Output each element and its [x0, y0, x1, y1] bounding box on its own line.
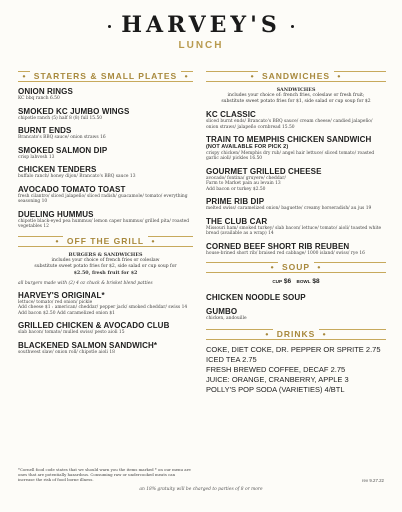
- menu-item-availability: (NOT AVAILABLE FOR PICK 2): [206, 144, 289, 150]
- drink-item: FRESH BREWED COFFEE, DECAF 2.75: [206, 364, 346, 374]
- menu-item-description: slab bacon/ tomato/ mulled swiss/ pesto aioli 15: [18, 330, 125, 335]
- sandwich-list: [206, 110, 386, 256]
- brand-name: HARVEY'S: [121, 12, 281, 38]
- menu-item: [206, 242, 386, 257]
- starters-title: STARTERS & SMALL PLATES: [30, 71, 181, 81]
- menu-item: [18, 165, 193, 180]
- soup-list: [206, 293, 386, 322]
- left-column: [18, 70, 193, 360]
- sandwich-note-line: substitute sweet potato fries for $1, side salad or cup soup for $2: [221, 99, 371, 104]
- soup-prices: [206, 278, 386, 285]
- menu-item: [206, 135, 386, 162]
- drink-list: [206, 345, 386, 395]
- menu-item-name: GUMBO: [206, 307, 238, 316]
- gratuity-note: an 18% gratuity will be charged to parties of 8 or more: [139, 487, 263, 492]
- soup-title: SOUP: [278, 262, 314, 272]
- food-safety-disclaimer: *Cornell food code states that we should warn you the items marked * on our menu are ones that are potentially hazardous. Consuming raw or undercooked meats can increase the risk of food borne illness.: [18, 467, 191, 482]
- bowl-price: $8: [312, 278, 320, 285]
- grill-header: • OFF THE GRILL •: [18, 235, 193, 248]
- grill-title: OFF THE GRILL: [63, 236, 148, 246]
- cup-price: $6: [283, 278, 292, 285]
- menu-item-description: Brancato's BBQ sauce/ onion straws 16: [18, 135, 106, 140]
- menu-item-name: HARVEY'S ORIGINAL*: [18, 290, 105, 300]
- menu-item-name: BURNT ENDS: [18, 126, 72, 135]
- sandwich-note: [206, 87, 386, 105]
- menu-item: [18, 87, 193, 102]
- menu-item: [206, 293, 386, 302]
- menu-item-description: chipotle ranch (5) half 8 (8) full 15.50: [18, 115, 103, 121]
- menu-item: [206, 167, 386, 193]
- logo-dot-left: [108, 25, 111, 28]
- menu-item-description: crisp lahvosh 13: [18, 154, 55, 160]
- menu-item-description: KC bbq ranch 6.50: [18, 96, 60, 101]
- menu-item: [18, 126, 193, 141]
- cup-label: CUP: [272, 279, 283, 284]
- burger-note: all burgers made with (2) 4 oz chuck & brisket blend patties: [18, 280, 153, 286]
- menu-subtitle: LUNCH: [178, 40, 224, 51]
- drink-item: ICED TEA 2.75: [206, 354, 257, 364]
- menu-item: [18, 341, 193, 356]
- logo: [0, 12, 402, 51]
- menu-item: [18, 321, 193, 336]
- menu-item-description: melted swiss/ caramelized onion/ baguette/ creamy horseradish/ au jus 19: [206, 206, 372, 211]
- revision-date: rev 9.27.22: [362, 478, 384, 483]
- menu-item-name: BLACKENED SALMON SANDWICH*: [18, 340, 158, 350]
- menu-item-description: chipotle black-eyed pea hummus/ lemon caper hummus/ grilled pita/ roasted vegetables 12: [18, 218, 190, 229]
- sandwiches-title: SANDWICHES: [258, 71, 334, 81]
- grill-note: [18, 252, 193, 276]
- drink-item: JUICE: ORANGE, CRANBERRY, APPLE 3: [206, 374, 349, 384]
- grill-note-line: includes your choice of french fries or coleslaw: [51, 257, 160, 263]
- sandwiches-header: • SANDWICHES •: [206, 70, 386, 83]
- menu-item-name: CHICKEN NOODLE SOUP: [206, 293, 306, 302]
- menu-item-description: southwest slaw/ onion roll/ chipotle aioli 18: [18, 349, 115, 355]
- menu-item: [18, 210, 193, 230]
- grill-list: [18, 291, 193, 356]
- menu-item-description: chicken, andouille: [206, 316, 247, 321]
- menu-item-description: crispy chicken/ Memphis dry rub/ angel hair lettuce/ sliced tomato/ roasted garlic aioli/ pickles 16.50: [206, 150, 375, 161]
- menu-item-name: DUELING HUMMUS: [18, 209, 94, 219]
- menu-item: [206, 110, 386, 130]
- drinks-title: DRINKS: [273, 329, 320, 339]
- menu-item: [206, 307, 386, 322]
- menu-item-description: lettuce/ tomato/ red onion/ pickle Add cheese $1 : american/ cheddar/ pepper jack/ smoked cheddar/ swiss 14 Add bacon $2.50 Add caramelized onion $1: [18, 299, 188, 316]
- menu-item: [206, 217, 386, 237]
- menu-item-name: SMOKED KC JUMBO WINGS: [18, 106, 130, 116]
- menu-item-name: AVOCADO TOMATO TOAST: [18, 184, 126, 194]
- sandwich-note-line: includes your choice of: french fries, coleslaw or fresh fruit;: [227, 93, 365, 98]
- menu-item-name: CORNED BEEF SHORT RIB REUBEN: [206, 241, 350, 251]
- drink-item: POLLY'S POP SODA (VARIETIES) 4/BTL: [206, 384, 345, 394]
- logo-dot-right: [291, 25, 294, 28]
- drink-item: COKE, DIET COKE, DR. PEPPER OR SPRITE 2.75: [206, 344, 381, 354]
- menu-item: [18, 107, 193, 122]
- bowl-label: BOWL: [296, 279, 311, 284]
- menu-item-name: KC CLASSIC: [206, 110, 256, 119]
- menu-item-name: GOURMET GRILLED CHEESE: [206, 166, 322, 176]
- drinks-header: • DRINKS •: [206, 328, 386, 341]
- menu-item-name: ONION RINGS: [18, 87, 73, 96]
- menu-item-description: Missouri ham/ smoked turkey/ slab bacon/ lettuce/ tomato/ aioli/ toasted white bread (available as a wrap) 14: [206, 225, 382, 236]
- menu-item-description: sliced burnt ends/ Brancato's BBQ sauce/ cream cheese/ candied jalapeño/ onion straws/ jalapeño cornbread 15.50: [206, 119, 373, 130]
- menu-item: [18, 291, 193, 317]
- menu-item: [206, 197, 386, 212]
- menu-item-name: THE CLUB CAR: [206, 216, 268, 226]
- menu-item: [18, 185, 193, 205]
- menu-item-name: PRIME RIB DIP: [206, 197, 265, 206]
- menu-item-description: house-brined short rib/ braised red cabbage/ 1000 island/ swiss/ rye 16: [206, 250, 365, 256]
- menu-item: [18, 146, 193, 161]
- menu-item-name: SMOKED SALMON DIP: [18, 145, 108, 155]
- grill-note-line: substitute sweet potato fries for $2, side salad or cup soup for: [34, 263, 177, 269]
- menu-item-name: TRAIN TO MEMPHIS CHICKEN SANDWICH: [206, 135, 372, 144]
- sandwich-note-title: SANDWICHES: [276, 87, 316, 93]
- menu-item-description: fresh cilantro/ sliced jalapeño/ sliced radish/ guacamole/ tomato/ everything seasoning 10: [18, 193, 188, 204]
- menu-item-description: avocado/ fontina/ gruyere/ cheddar/ Farm to Market pain au levain 13 Add bacon or turkey $2.50: [206, 175, 286, 192]
- starters-list: [18, 87, 193, 230]
- right-column: [206, 70, 386, 395]
- menu-item-name: GRILLED CHICKEN & AVOCADO CLUB: [18, 321, 170, 330]
- grill-note-line: $2.50, fresh fruit for $2: [73, 269, 138, 276]
- menu-item-name: CHICKEN TENDERS: [18, 165, 97, 174]
- starters-header: • STARTERS & SMALL PLATES •: [18, 70, 193, 83]
- grill-note-title: BURGERS & SANDWICHES: [68, 251, 143, 258]
- menu-item-description: buffalo ranch/ honey dijon/ Brancato's BBQ sauce 13: [18, 174, 136, 179]
- soup-header: • SOUP •: [206, 261, 386, 274]
